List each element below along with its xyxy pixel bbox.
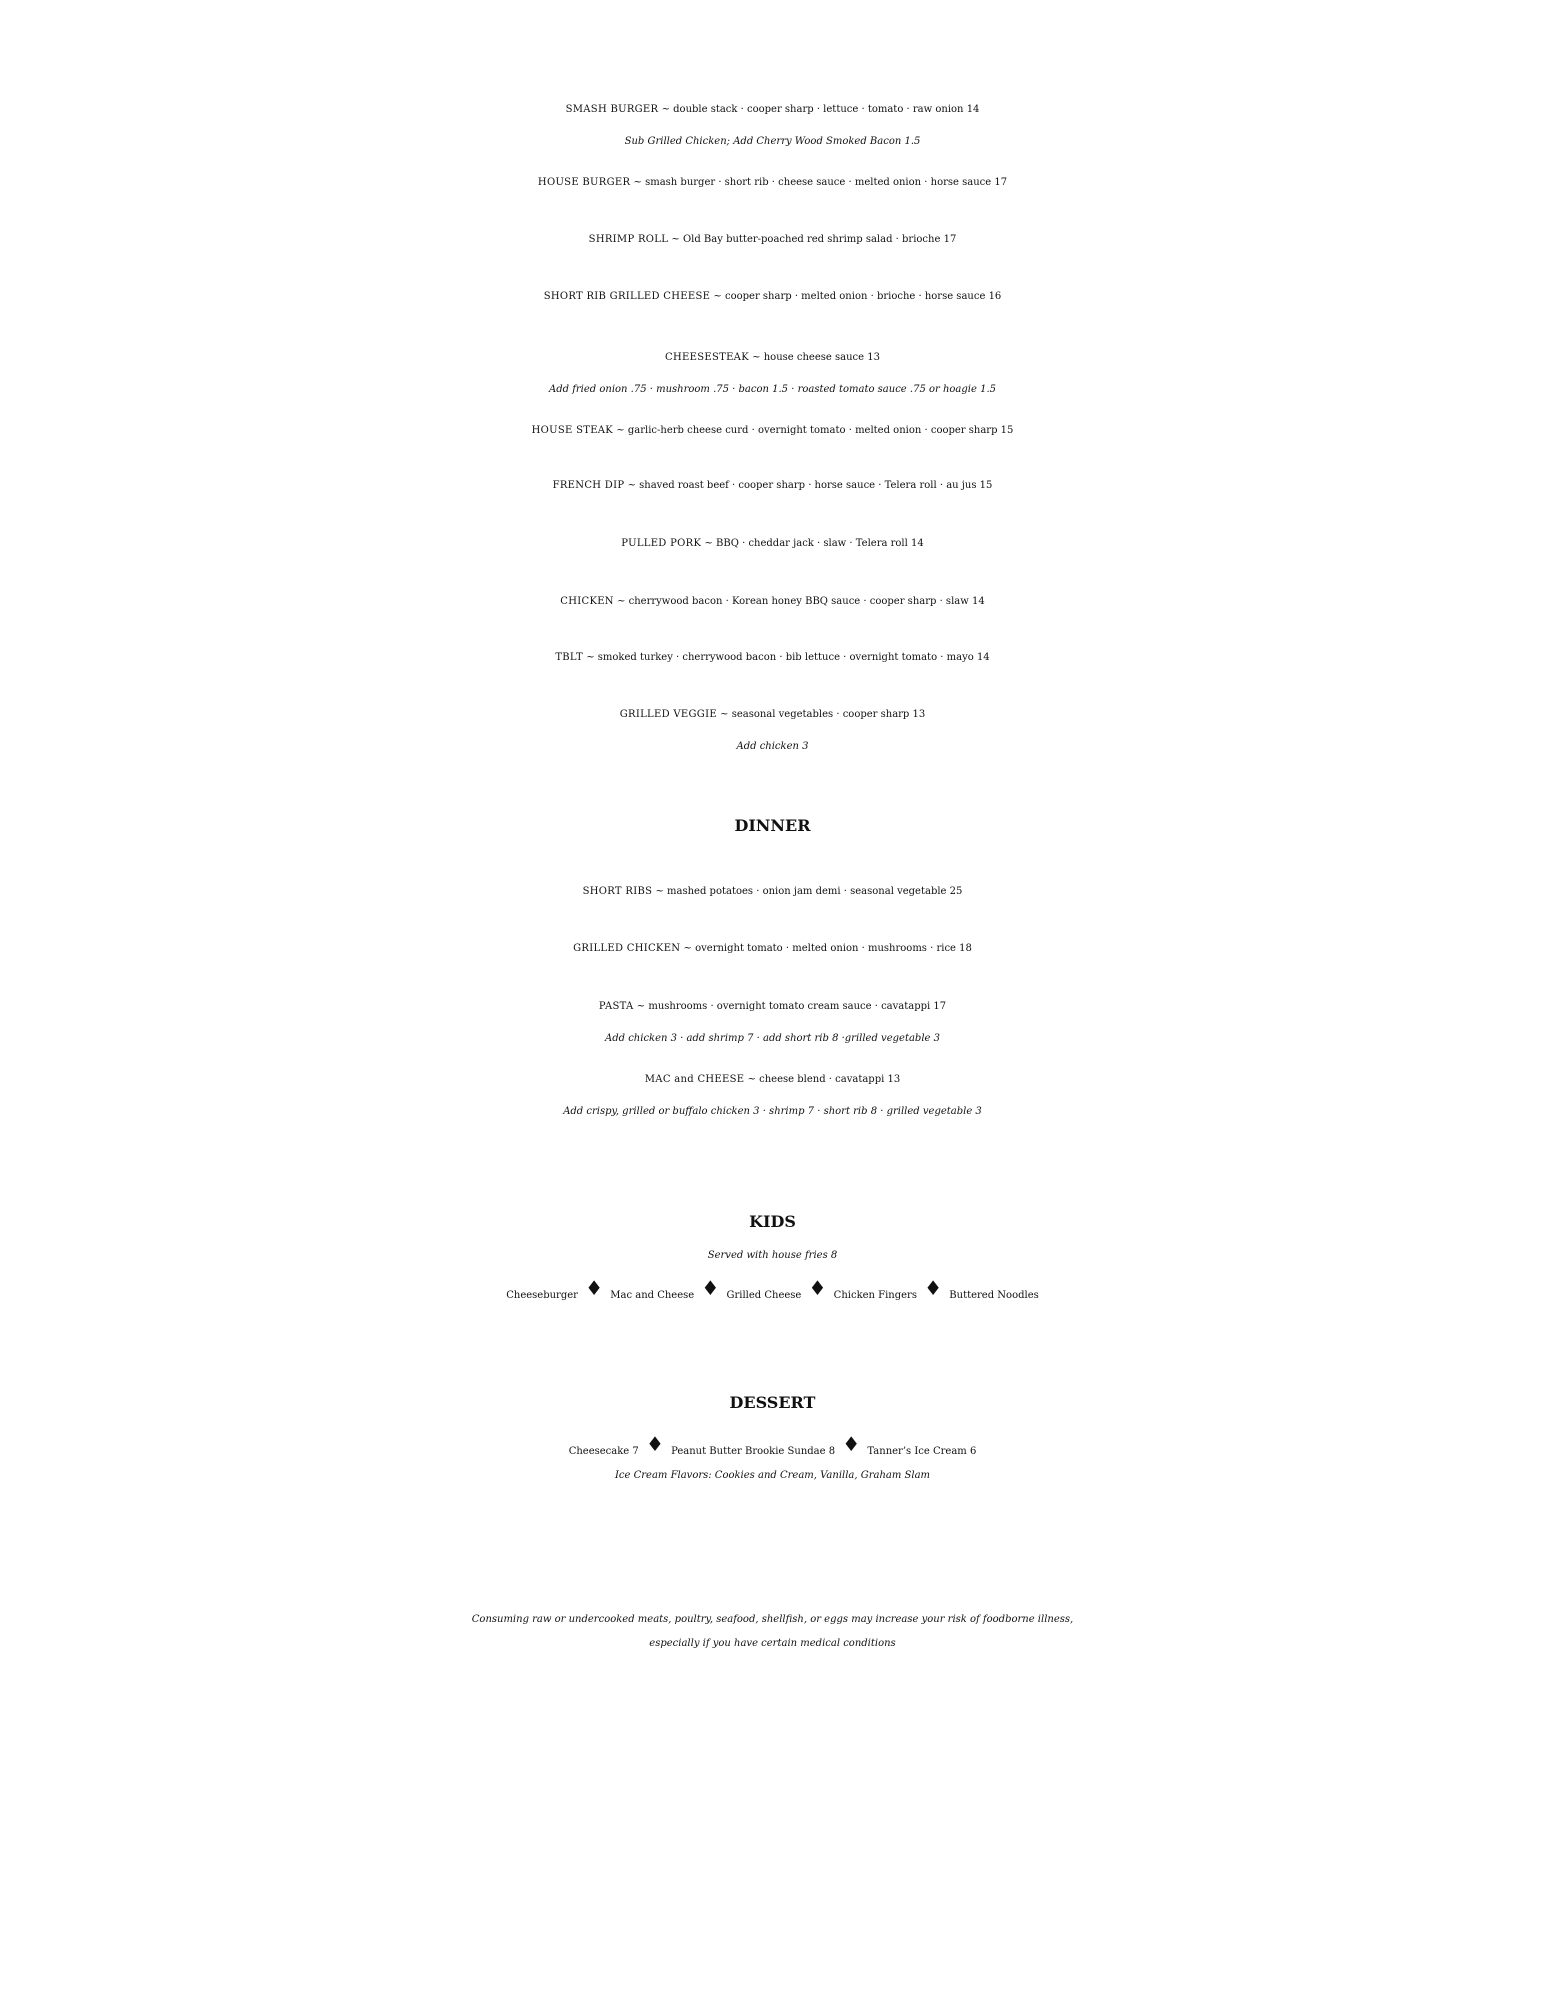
item-price: 13 (867, 352, 880, 363)
item-price: 14 (966, 104, 980, 115)
item-price: 17 (994, 177, 1008, 188)
item-desc: Old Bay butter-poached red shrimp salad · brioche (682, 234, 941, 245)
disclaimer-line-1: Consuming raw or undercooked meats, poultry, seafood, shellfish, or eggs may increase your risk of foodborne illness, (471, 1614, 1074, 1625)
item-price: 16 (988, 291, 1002, 302)
item-name: SMASH BURGER (565, 104, 659, 115)
kids-item: Chicken Fingers (833, 1290, 917, 1301)
disclaimer-line-2: especially if you have certain medical conditions (649, 1638, 896, 1649)
item-note: Add fried onion .75 · mushroom .75 · bacon 1.5 · roasted tomato sauce .75 or hoagie 1.5 (548, 384, 996, 395)
menu-item-house-burger (0, 165, 1545, 201)
menu-item-house-steak (0, 413, 1545, 449)
menu-item-chicken (0, 584, 1545, 620)
item-price: 15 (979, 480, 993, 491)
item-desc: cheese blend · cavatappi (759, 1074, 885, 1085)
dessert-item: Cheesecake 7 (568, 1446, 639, 1457)
separator: ~ (720, 709, 729, 720)
menu-item-mac-and-cheese (0, 1062, 1545, 1098)
separator: ~ (616, 425, 625, 436)
diamond-icon: ♦ (842, 1432, 861, 1456)
item-desc: mashed potatoes · onion jam demi · seasonal vegetable (667, 886, 947, 897)
menu-item-grilled-veggie (0, 697, 1545, 733)
item-desc: BBQ · cheddar jack · slaw · Telera roll (716, 538, 908, 549)
item-note: Add crispy, grilled or buffalo chicken 3 · shrimp 7 · short rib 8 · grilled vegetable 3 (563, 1106, 982, 1117)
menu-item-pasta (0, 989, 1545, 1025)
dessert-item: Peanut Butter Brookie Sundae 8 (671, 1446, 836, 1457)
item-price: 18 (959, 943, 972, 954)
menu-item-shrimp-roll (0, 222, 1545, 258)
item-name: MAC and CHEESE (644, 1074, 745, 1085)
separator: ~ (636, 1001, 646, 1012)
separator: ~ (704, 538, 713, 549)
item-name: PULLED PORK (621, 538, 702, 549)
menu-item-short-ribs (0, 874, 1545, 910)
item-desc: smoked turkey · cherrywood bacon · bib lettuce · overnight tomato · mayo (597, 652, 974, 663)
item-name: SHORT RIB GRILLED CHEESE (543, 291, 711, 302)
menu-item-tblt (0, 640, 1545, 676)
item-note: Add chicken 3 (736, 741, 809, 752)
item-name: CHEESESTEAK (665, 352, 749, 363)
item-name: SHRIMP ROLL (588, 234, 669, 245)
item-desc: cooper sharp · melted onion · brioche · horse sauce (725, 291, 986, 302)
section-heading-kids: KIDS (749, 1212, 796, 1231)
item-price: 17 (933, 1001, 947, 1012)
dessert-items (0, 1426, 1545, 1470)
kids-item: Cheeseburger (506, 1290, 578, 1301)
item-name: PASTA (598, 1001, 634, 1012)
item-desc: overnight tomato · melted onion · mushrooms · rice (695, 943, 956, 954)
item-note: Add chicken 3 · add shrimp 7 · add short rib 8 ·grilled vegetable 3 (605, 1033, 940, 1044)
menu-item-french-dip (0, 468, 1545, 504)
menu-item-smash-burger (0, 92, 1545, 128)
item-name: FRENCH DIP (552, 480, 625, 491)
diamond-icon: ♦ (924, 1276, 943, 1300)
item-name: GRILLED CHICKEN (573, 943, 681, 954)
item-desc: mushrooms · overnight tomato cream sauce · cavatappi (648, 1001, 931, 1012)
item-desc: double stack · cooper sharp · lettuce · tomato · raw onion (673, 104, 964, 115)
kids-note: Served with house fries 8 (707, 1250, 838, 1261)
diamond-icon: ♦ (645, 1432, 664, 1456)
menu-item-pulled-pork (0, 526, 1545, 562)
item-desc: smash burger · short rib · cheese sauce · melted onion · horse sauce (645, 177, 992, 188)
item-name: HOUSE BURGER (537, 177, 631, 188)
separator: ~ (661, 104, 670, 115)
dessert-note: Ice Cream Flavors: Cookies and Cream, Vanilla, Graham Slam (614, 1470, 931, 1481)
separator: ~ (683, 943, 692, 954)
kids-items (0, 1270, 1545, 1314)
separator: ~ (617, 596, 626, 607)
separator: ~ (752, 352, 761, 363)
diamond-icon: ♦ (808, 1276, 827, 1300)
item-price: 25 (949, 886, 963, 897)
separator: ~ (713, 291, 722, 302)
item-name: HOUSE STEAK (531, 425, 614, 436)
kids-item: Buttered Noodles (949, 1290, 1039, 1301)
item-desc: cherrywood bacon · Korean honey BBQ sauce · cooper sharp · slaw (628, 596, 969, 607)
item-price: 13 (912, 709, 926, 720)
item-price: 15 (1000, 425, 1014, 436)
item-note: Sub Grilled Chicken; Add Cherry Wood Smoked Bacon 1.5 (624, 136, 921, 147)
item-name: TBLT (555, 652, 584, 663)
item-desc: garlic-herb cheese curd · overnight tomato · melted onion · cooper sharp (627, 425, 998, 436)
separator: ~ (747, 1074, 756, 1085)
item-price: 14 (976, 652, 990, 663)
diamond-icon: ♦ (585, 1276, 604, 1300)
item-price: 14 (971, 596, 985, 607)
item-name: GRILLED VEGGIE (619, 709, 717, 720)
item-desc: seasonal vegetables · cooper sharp (731, 709, 910, 720)
item-name: CHICKEN (560, 596, 614, 607)
separator: ~ (633, 177, 642, 188)
item-price: 13 (887, 1074, 901, 1085)
menu-item-cheesesteak (0, 340, 1545, 376)
menu-item-short-rib-grilled-cheese (0, 279, 1545, 315)
item-name: SHORT RIBS (582, 886, 653, 897)
section-heading-dessert: DESSERT (729, 1393, 816, 1412)
menu-item-grilled-chicken (0, 931, 1545, 967)
dessert-item: Tanner’s Ice Cream 6 (867, 1446, 977, 1457)
separator: ~ (655, 886, 664, 897)
separator: ~ (627, 480, 636, 491)
separator: ~ (671, 234, 680, 245)
kids-item: Grilled Cheese (726, 1290, 802, 1301)
diamond-icon: ♦ (701, 1276, 720, 1300)
item-price: 14 (911, 538, 924, 549)
separator: ~ (586, 652, 595, 663)
item-price: 17 (943, 234, 957, 245)
item-desc: shaved roast beef · cooper sharp · horse sauce · Telera roll · au jus (639, 480, 977, 491)
item-desc: house cheese sauce (763, 352, 865, 363)
kids-item: Mac and Cheese (610, 1290, 695, 1301)
section-heading-dinner: DINNER (734, 816, 811, 835)
